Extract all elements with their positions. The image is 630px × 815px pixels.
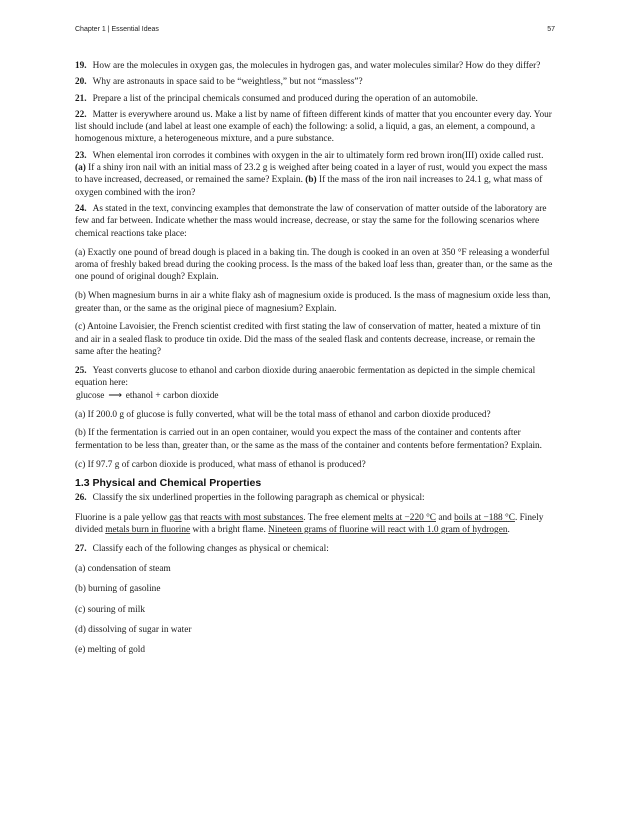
question-number: 20.: [75, 77, 87, 88]
reaction-arrow-icon: ⟶: [108, 391, 122, 402]
question-number: 22.: [75, 109, 87, 120]
question-text: Classify the six underlined properties in the following paragraph as chemical or physical:: [92, 493, 425, 504]
text-run: Fluorine is a pale yellow: [75, 512, 170, 523]
exercise-content: [75, 60, 555, 664]
question-text: When elemental iron corrodes it combines with oxygen in the air to ultimately form red brown iron(III) oxide called rust.: [92, 150, 544, 161]
question-21: [75, 93, 555, 105]
question-26: [75, 492, 555, 504]
part-b-label: (b): [305, 175, 317, 186]
question-number: 27.: [75, 543, 87, 554]
text-run: . The free element: [303, 512, 374, 523]
question-25-part-a: (a) If 200.0 g of glucose is fully converted, what will be the total mass of ethanol and carbon dioxide produced?: [75, 409, 491, 420]
question-text: Matter is everywhere around us. Make a list by name of fifteen different kinds of matter that you encounter every day. Your list should include (and label at least one example of each) the following: a solid, a liquid, a gas, an element, a compound, a homogenous mixture, a heterogeneous mixture, and a pure substance.: [75, 109, 552, 145]
underlined-property: metals burn in fluorine: [105, 524, 191, 535]
equation-reactant: glucose: [76, 391, 105, 402]
question-23: [75, 150, 555, 199]
text-run: with a bright flame.: [190, 524, 269, 535]
list-item: (a) condensation of steam: [75, 564, 171, 574]
page-header: [75, 26, 555, 38]
question-text: Prepare a list of the principal chemicals consumed and produced during the operation of an automobile.: [92, 93, 478, 104]
page-number: 57: [547, 26, 555, 33]
question-24-part-b: (b) When magnesium burns in air a white flaky ash of magnesium oxide is produced. Is the mass of magnesium oxide less than, greater than, or the same as the original piece of magnesium? Explain.: [75, 291, 551, 314]
question-24: [75, 203, 555, 240]
chapter-title: Chapter 1 | Essential Ideas: [75, 26, 159, 33]
question-27: [75, 543, 555, 555]
question-25: [75, 365, 555, 390]
question-number: 25.: [75, 365, 87, 376]
question-number: 24.: [75, 203, 87, 214]
list-item: (c) souring of milk: [75, 604, 145, 615]
question-number: 19.: [75, 61, 87, 71]
question-24-part-a: (a) Exactly one pound of bread dough is placed in a baking tin. The dough is cooked in an oven at 350 °F releasing a wonderful aroma of freshly baked bread during the cooking process. Is the mass of the baked loaf less than, greater than, or the same as the one pound of original dough? Explain.: [75, 247, 553, 283]
text-run: that: [181, 512, 201, 523]
question-24-part-c: (c) Antoine Lavoisier, the French scientist credited with first stating the law of conservation of matter, heated a mixture of tin and air in a sealed flask to produce tin oxide. Did the mass of the sealed flask and contents decrease, increase, or remain the same after the heating?: [75, 322, 541, 357]
underlined-property: reacts with most substances: [200, 512, 304, 523]
question-number: 21.: [75, 93, 87, 104]
question-text-part-a: If a shiny iron nail with an initial mass of 23.2 g is weighed after being coated in a layer of rust, would you expect the mass to have increased, decreased, or remained the same? Explain.: [75, 163, 548, 186]
question-22: [75, 109, 555, 146]
list-item: (e) melting of gold: [75, 645, 145, 656]
chemical-equation: [76, 390, 555, 402]
underlined-property: gas: [169, 512, 182, 523]
question-20: [75, 76, 555, 88]
question-number: 23.: [75, 150, 87, 161]
question-text: Classify each of the following changes as physical or chemical:: [92, 543, 329, 554]
question-text: As stated in the text, convincing examples that demonstrate the law of conservation of matter outside of the laboratory are few and far between. Indicate whether the mass would increase, decrease, or stay the same for the following scenarios where chemical reactions take place:: [75, 203, 547, 239]
list-item: (d) dissolving of sugar in water: [75, 624, 192, 635]
underlined-property: Nineteen grams of fluorine will react with 1.0 gram of hydrogen: [268, 524, 508, 535]
underlined-property: boils at −188 °C: [454, 512, 515, 523]
list-item: (b) burning of gasoline: [75, 584, 161, 595]
underlined-property: melts at −220 °C: [373, 512, 436, 523]
question-19: [75, 60, 555, 72]
question-text: Yeast converts glucose to ethanol and carbon dioxide during anaerobic fermentation as depicted in the simple chemical equation here:: [75, 365, 536, 389]
text-run: .: [507, 524, 510, 535]
question-text: Why are astronauts in space said to be “weightless,” but not “massless”?: [92, 77, 363, 88]
question-text-part-b: If the mass of the iron nail increases to 24.1 g, what mass of oxygen combined with the iron?: [75, 175, 543, 198]
question-25-part-b: (b) If the fermentation is carried out in an open container, would you expect the mass of the container and contents after fermentation to be less than, greater than, or the same as the mass of the container and contents before fermentation? Explain.: [75, 428, 542, 451]
question-text: How are the molecules in oxygen gas, the molecules in hydrogen gas, and water molecules similar? How do they differ?: [92, 61, 541, 71]
fluorine-paragraph: [75, 512, 555, 537]
text-run: . Finely divided: [75, 512, 544, 535]
text-run: and: [436, 512, 455, 523]
question-25-part-c: (c) If 97.7 g of carbon dioxide is produced, what mass of ethanol is produced?: [75, 459, 366, 470]
section-heading: 1.3 Physical and Chemical Properties: [75, 477, 262, 490]
part-a-label: (a): [75, 163, 86, 174]
equation-products: ethanol + carbon dioxide: [125, 391, 219, 402]
question-number: 26.: [75, 493, 87, 504]
